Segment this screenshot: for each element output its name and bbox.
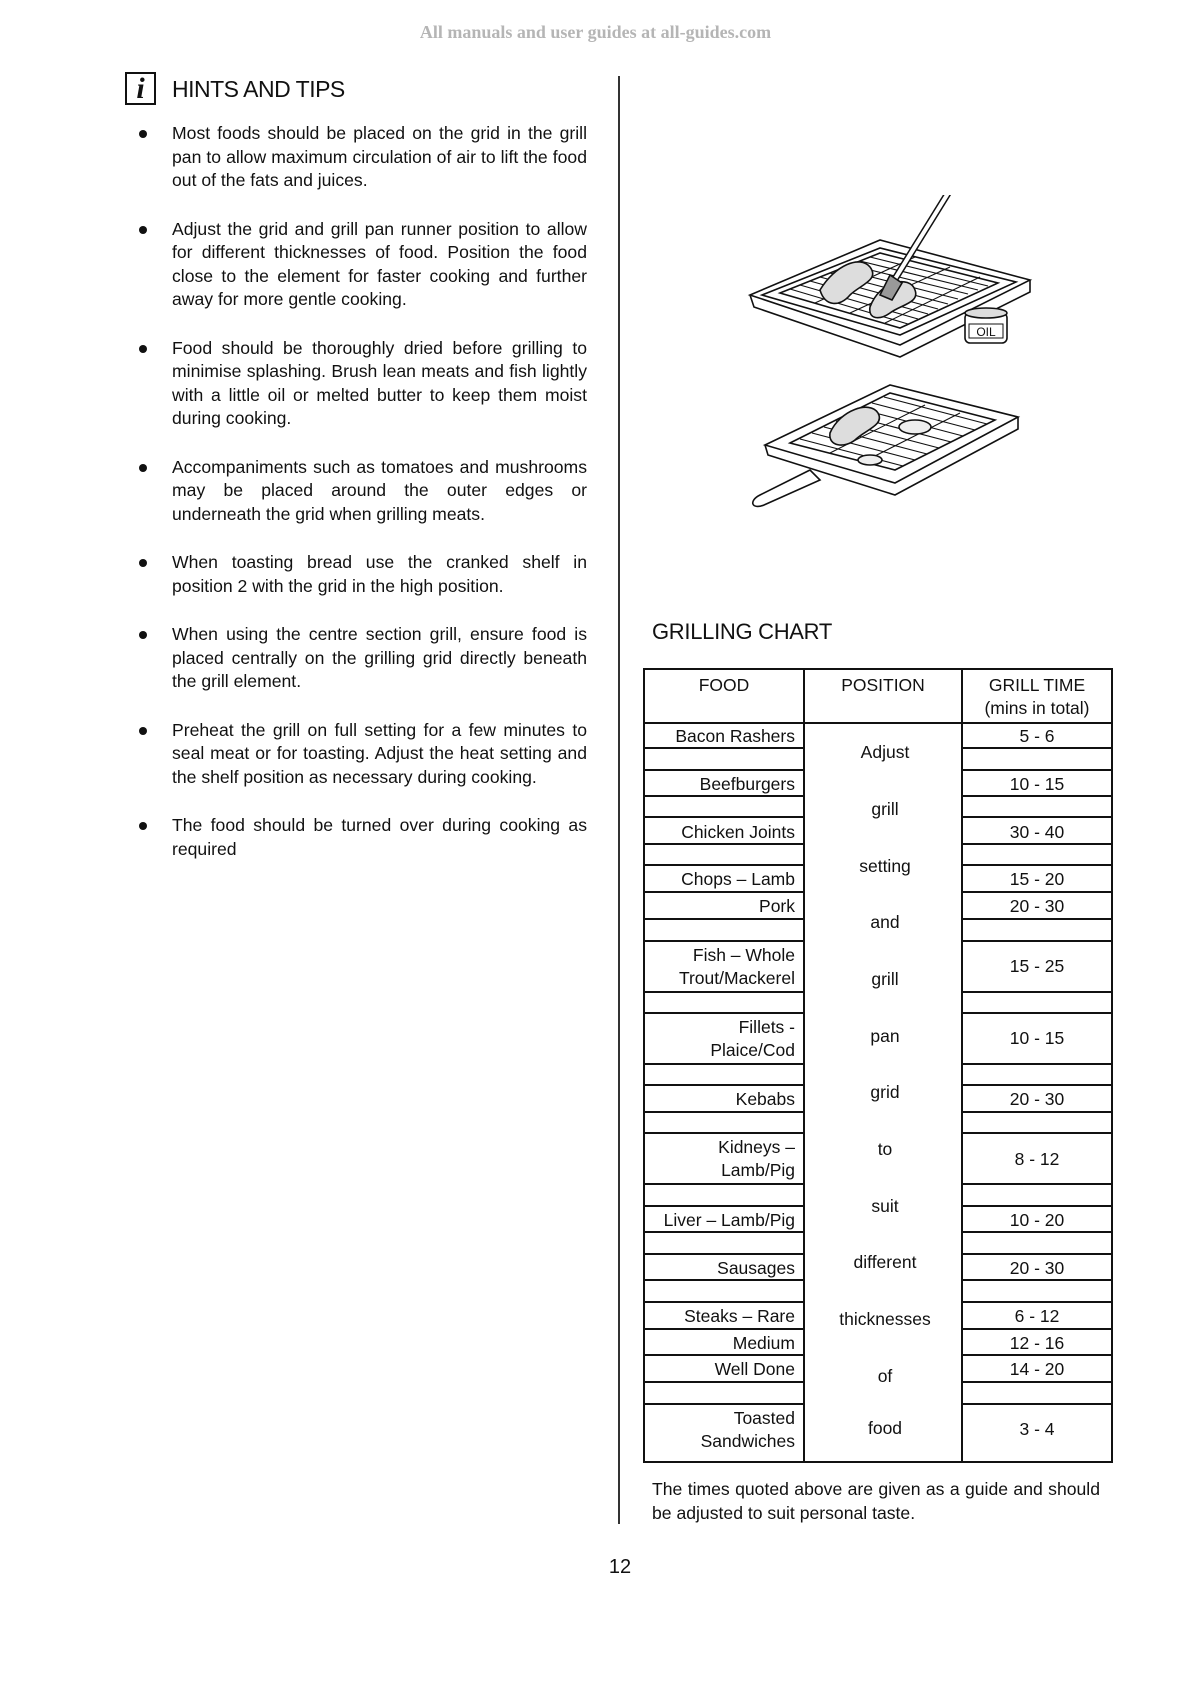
row-line: [645, 722, 1111, 724]
grill-pan-illustration: [740, 195, 1040, 555]
time-cell: 6 - 12: [1014, 1306, 1060, 1326]
position-word: pan: [870, 1026, 900, 1046]
hint-item: [135, 122, 587, 193]
time-cell: 10 - 15: [1009, 1028, 1065, 1048]
row-line: [645, 1403, 803, 1405]
bullet-icon: [139, 727, 147, 735]
row-line: [961, 864, 1111, 866]
oil-jar: [965, 308, 1007, 343]
grilling-chart-table: [643, 668, 1113, 1463]
position-word: setting: [859, 856, 911, 876]
row-line: [961, 769, 1111, 771]
food-cell: Sandwiches: [700, 1431, 795, 1451]
time-cell: 15 - 20: [1009, 869, 1065, 889]
food-cell: Pork: [759, 896, 795, 916]
row-line: [961, 816, 1111, 818]
row-line: [645, 891, 803, 893]
time-cell: 14 - 20: [1009, 1359, 1065, 1379]
time-cell: 8 - 12: [1014, 1149, 1060, 1169]
hints-title: HINTS AND TIPS: [172, 76, 345, 102]
chart-title: GRILLING CHART: [652, 619, 832, 644]
chart-footnote: The times quoted above are given as a guide and should be adjusted to suit personal taste.: [652, 1479, 1100, 1523]
position-word: Adjust: [860, 742, 910, 762]
row-line: [645, 1063, 803, 1065]
position-word: grill: [871, 799, 899, 819]
food-cell: Fillets -: [738, 1017, 795, 1037]
row-line: [961, 1111, 1111, 1113]
bullet-icon: [139, 130, 147, 138]
hint-item: [135, 218, 587, 312]
position-word: thicknesses: [839, 1309, 931, 1329]
row-line: [961, 1328, 1111, 1330]
food-cell: Steaks – Rare: [684, 1306, 795, 1326]
row-line: [961, 1183, 1111, 1185]
row-line: [961, 1084, 1111, 1086]
food-cell: Well Done: [714, 1359, 795, 1379]
hint-item: [135, 814, 587, 861]
hint-text: The food should be turned over during cooking as required: [172, 815, 587, 859]
row-line: [645, 1012, 803, 1014]
column-divider: [618, 76, 620, 1524]
position-word: and: [870, 912, 900, 932]
row-line: [645, 1205, 803, 1207]
hint-text: Preheat the grill on full setting for a few minutes to seal meat or for toasting. Adjust the heat setting and the shelf position as necessary during cooking.: [172, 719, 587, 787]
hint-item: [135, 623, 587, 694]
position-word: grid: [870, 1082, 900, 1102]
row-line: [645, 918, 803, 920]
hints-list: [135, 122, 587, 886]
row-line: [961, 918, 1111, 920]
header-food: FOOD: [698, 675, 750, 695]
bullet-icon: [139, 226, 147, 234]
position-word: grill: [871, 969, 899, 989]
row-line: [961, 991, 1111, 993]
time-cell: 12 - 16: [1009, 1333, 1065, 1353]
row-line: [961, 1063, 1111, 1065]
row-line: [645, 1253, 803, 1255]
hint-text: Most foods should be placed on the grid in the grill pan to allow maximum circulation of air to lift the food out of the fats and juices.: [172, 123, 587, 190]
food-cell: Trout/Mackerel: [678, 968, 795, 988]
bullet-icon: [139, 345, 147, 353]
row-line: [645, 1111, 803, 1113]
hint-item: [135, 551, 587, 598]
position-word: to: [877, 1139, 893, 1159]
bullet-icon: [139, 464, 147, 472]
hint-item: [135, 719, 587, 790]
bullet-icon: [139, 822, 147, 830]
row-line: [645, 1328, 803, 1330]
row-line: [961, 1381, 1111, 1383]
food-cell: Chicken Joints: [681, 822, 795, 842]
oil-label: OIL: [976, 325, 996, 339]
position-word: food: [867, 1418, 903, 1438]
hint-text: Adjust the grid and grill pan runner position to allow for different thicknesses of food. Position the food close to the element for faster cooking and further away for more gentle cooking.: [172, 218, 587, 309]
row-line: [645, 769, 803, 771]
hint-text: Accompaniments such as tomatoes and mushrooms may be placed around the outer edges or underneath the grid when grilling meats.: [172, 456, 587, 524]
row-line: [645, 1132, 803, 1134]
header-grill-time-unit: (mins in total): [984, 698, 1090, 718]
header-position: POSITION: [841, 675, 925, 695]
watermark: All manuals and user guides at all-guides.com: [419, 22, 772, 42]
food-cell: Kidneys –: [718, 1137, 795, 1157]
time-cell: 20 - 30: [1009, 896, 1065, 916]
info-icon: i: [125, 72, 156, 105]
hint-text: Food should be thoroughly dried before grilling to minimise splashing. Brush lean meats and fish lightly with a little oil or melted butter to keep them moist during cooking.: [172, 337, 587, 428]
position-word: suit: [871, 1196, 899, 1216]
hint-item: [135, 337, 587, 431]
time-cell: 3 - 4: [1019, 1419, 1055, 1439]
food-cell: Liver – Lamb/Pig: [663, 1210, 795, 1230]
row-line: [961, 1253, 1111, 1255]
position-word: of: [877, 1366, 893, 1386]
food-cell: Chops – Lamb: [681, 869, 795, 889]
row-line: [961, 1403, 1111, 1405]
row-line: [645, 1084, 803, 1086]
row-line: [961, 1205, 1111, 1207]
row-line: [645, 1183, 803, 1185]
food-cell: Toasted: [733, 1408, 795, 1428]
food-cell: Kebabs: [735, 1089, 795, 1109]
food-cell: Lamb/Pig: [721, 1160, 795, 1180]
row-line: [645, 940, 803, 942]
food-cell: Plaice/Cod: [710, 1040, 795, 1060]
column-line: [803, 670, 805, 1461]
food-cell: Sausages: [717, 1258, 795, 1278]
row-line: [645, 1381, 803, 1383]
row-line: [961, 1301, 1111, 1303]
header-grill-time: GRILL TIME: [988, 675, 1086, 695]
row-line: [645, 991, 803, 993]
food-cell: Medium: [732, 1333, 795, 1353]
food-cell: Bacon Rashers: [675, 726, 795, 746]
page-number: 12: [608, 1556, 632, 1578]
food-cell: Fish – Whole: [692, 945, 795, 965]
bullet-icon: [139, 631, 147, 639]
time-cell: 5 - 6: [1019, 726, 1055, 746]
time-cell: 15 - 25: [1009, 956, 1065, 976]
row-line: [645, 864, 803, 866]
row-line: [961, 891, 1111, 893]
time-cell: 30 - 40: [1009, 822, 1065, 842]
hint-text: When toasting bread use the cranked shelf in position 2 with the grid in the high position.: [172, 552, 587, 596]
row-line: [961, 940, 1111, 942]
time-cell: 10 - 20: [1009, 1210, 1065, 1230]
food-cell: Beefburgers: [699, 774, 795, 794]
row-line: [961, 1132, 1111, 1134]
position-word: different: [853, 1252, 917, 1272]
time-cell: 20 - 30: [1009, 1258, 1065, 1278]
time-cell: 10 - 15: [1009, 774, 1065, 794]
bullet-icon: [139, 559, 147, 567]
grill-pan-bottom: [753, 385, 1018, 506]
time-cell: 20 - 30: [1009, 1089, 1065, 1109]
row-line: [961, 1012, 1111, 1014]
row-line: [645, 816, 803, 818]
row-line: [645, 1301, 803, 1303]
hint-item: [135, 456, 587, 527]
hint-text: When using the centre section grill, ensure food is placed centrally on the grilling grid directly beneath the grill element.: [172, 624, 587, 691]
